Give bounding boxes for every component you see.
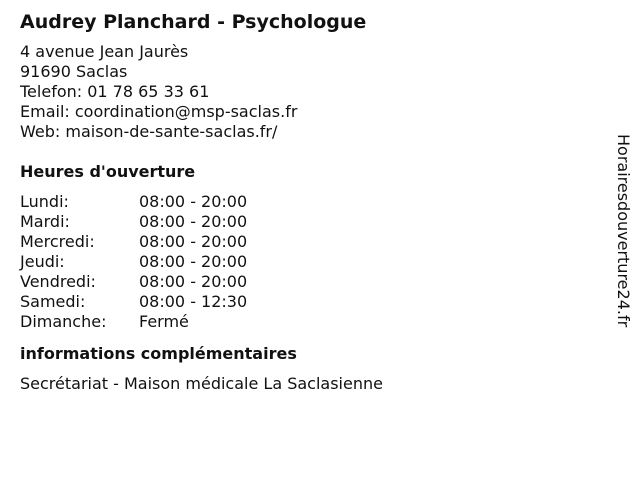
street-address: 4 avenue Jean Jaurès [20, 42, 189, 61]
day-label: Vendredi: [20, 272, 96, 291]
hours-row-mardi [20, 212, 590, 232]
time-value: Fermé [139, 312, 189, 331]
phone-number[interactable]: Telefon: 01 78 65 33 61 [20, 82, 210, 101]
info-heading: informations complémentaires [20, 344, 297, 363]
watermark-container [613, 134, 633, 370]
time-value: 08:00 - 20:00 [139, 252, 248, 271]
day-label: Lundi: [20, 192, 69, 211]
hours-row-lundi [20, 192, 590, 212]
watermark-text: Horairesdouverture24.fr [614, 134, 633, 328]
time-value: 08:00 - 20:00 [139, 272, 248, 291]
hours-heading: Heures d'ouverture [20, 162, 196, 181]
time-value: 08:00 - 20:00 [139, 212, 248, 231]
day-label: Samedi: [20, 292, 86, 311]
address-block [20, 42, 590, 142]
day-label: Mardi: [20, 212, 70, 231]
hours-row-mercredi [20, 232, 590, 252]
time-value: 08:00 - 20:00 [139, 192, 248, 211]
city-address: 91690 Saclas [20, 62, 128, 81]
website-link[interactable]: Web: maison-de-sante-saclas.fr/ [20, 122, 278, 141]
day-label: Jeudi: [20, 252, 65, 271]
hours-row-jeudi [20, 252, 590, 272]
info-text: Secrétariat - Maison médicale La Saclasienne [20, 374, 383, 393]
hours-row-dimanche [20, 312, 590, 332]
business-card [20, 10, 590, 394]
hours-row-vendredi [20, 272, 590, 292]
email-link[interactable]: Email: coordination@msp-saclas.fr [20, 102, 298, 121]
day-label: Mercredi: [20, 232, 95, 251]
hours-row-samedi [20, 292, 590, 312]
time-value: 08:00 - 12:30 [139, 292, 248, 311]
business-title: Audrey Planchard - Psychologue [20, 11, 367, 33]
day-label: Dimanche: [20, 312, 107, 331]
hours-table [20, 192, 590, 332]
time-value: 08:00 - 20:00 [139, 232, 248, 251]
